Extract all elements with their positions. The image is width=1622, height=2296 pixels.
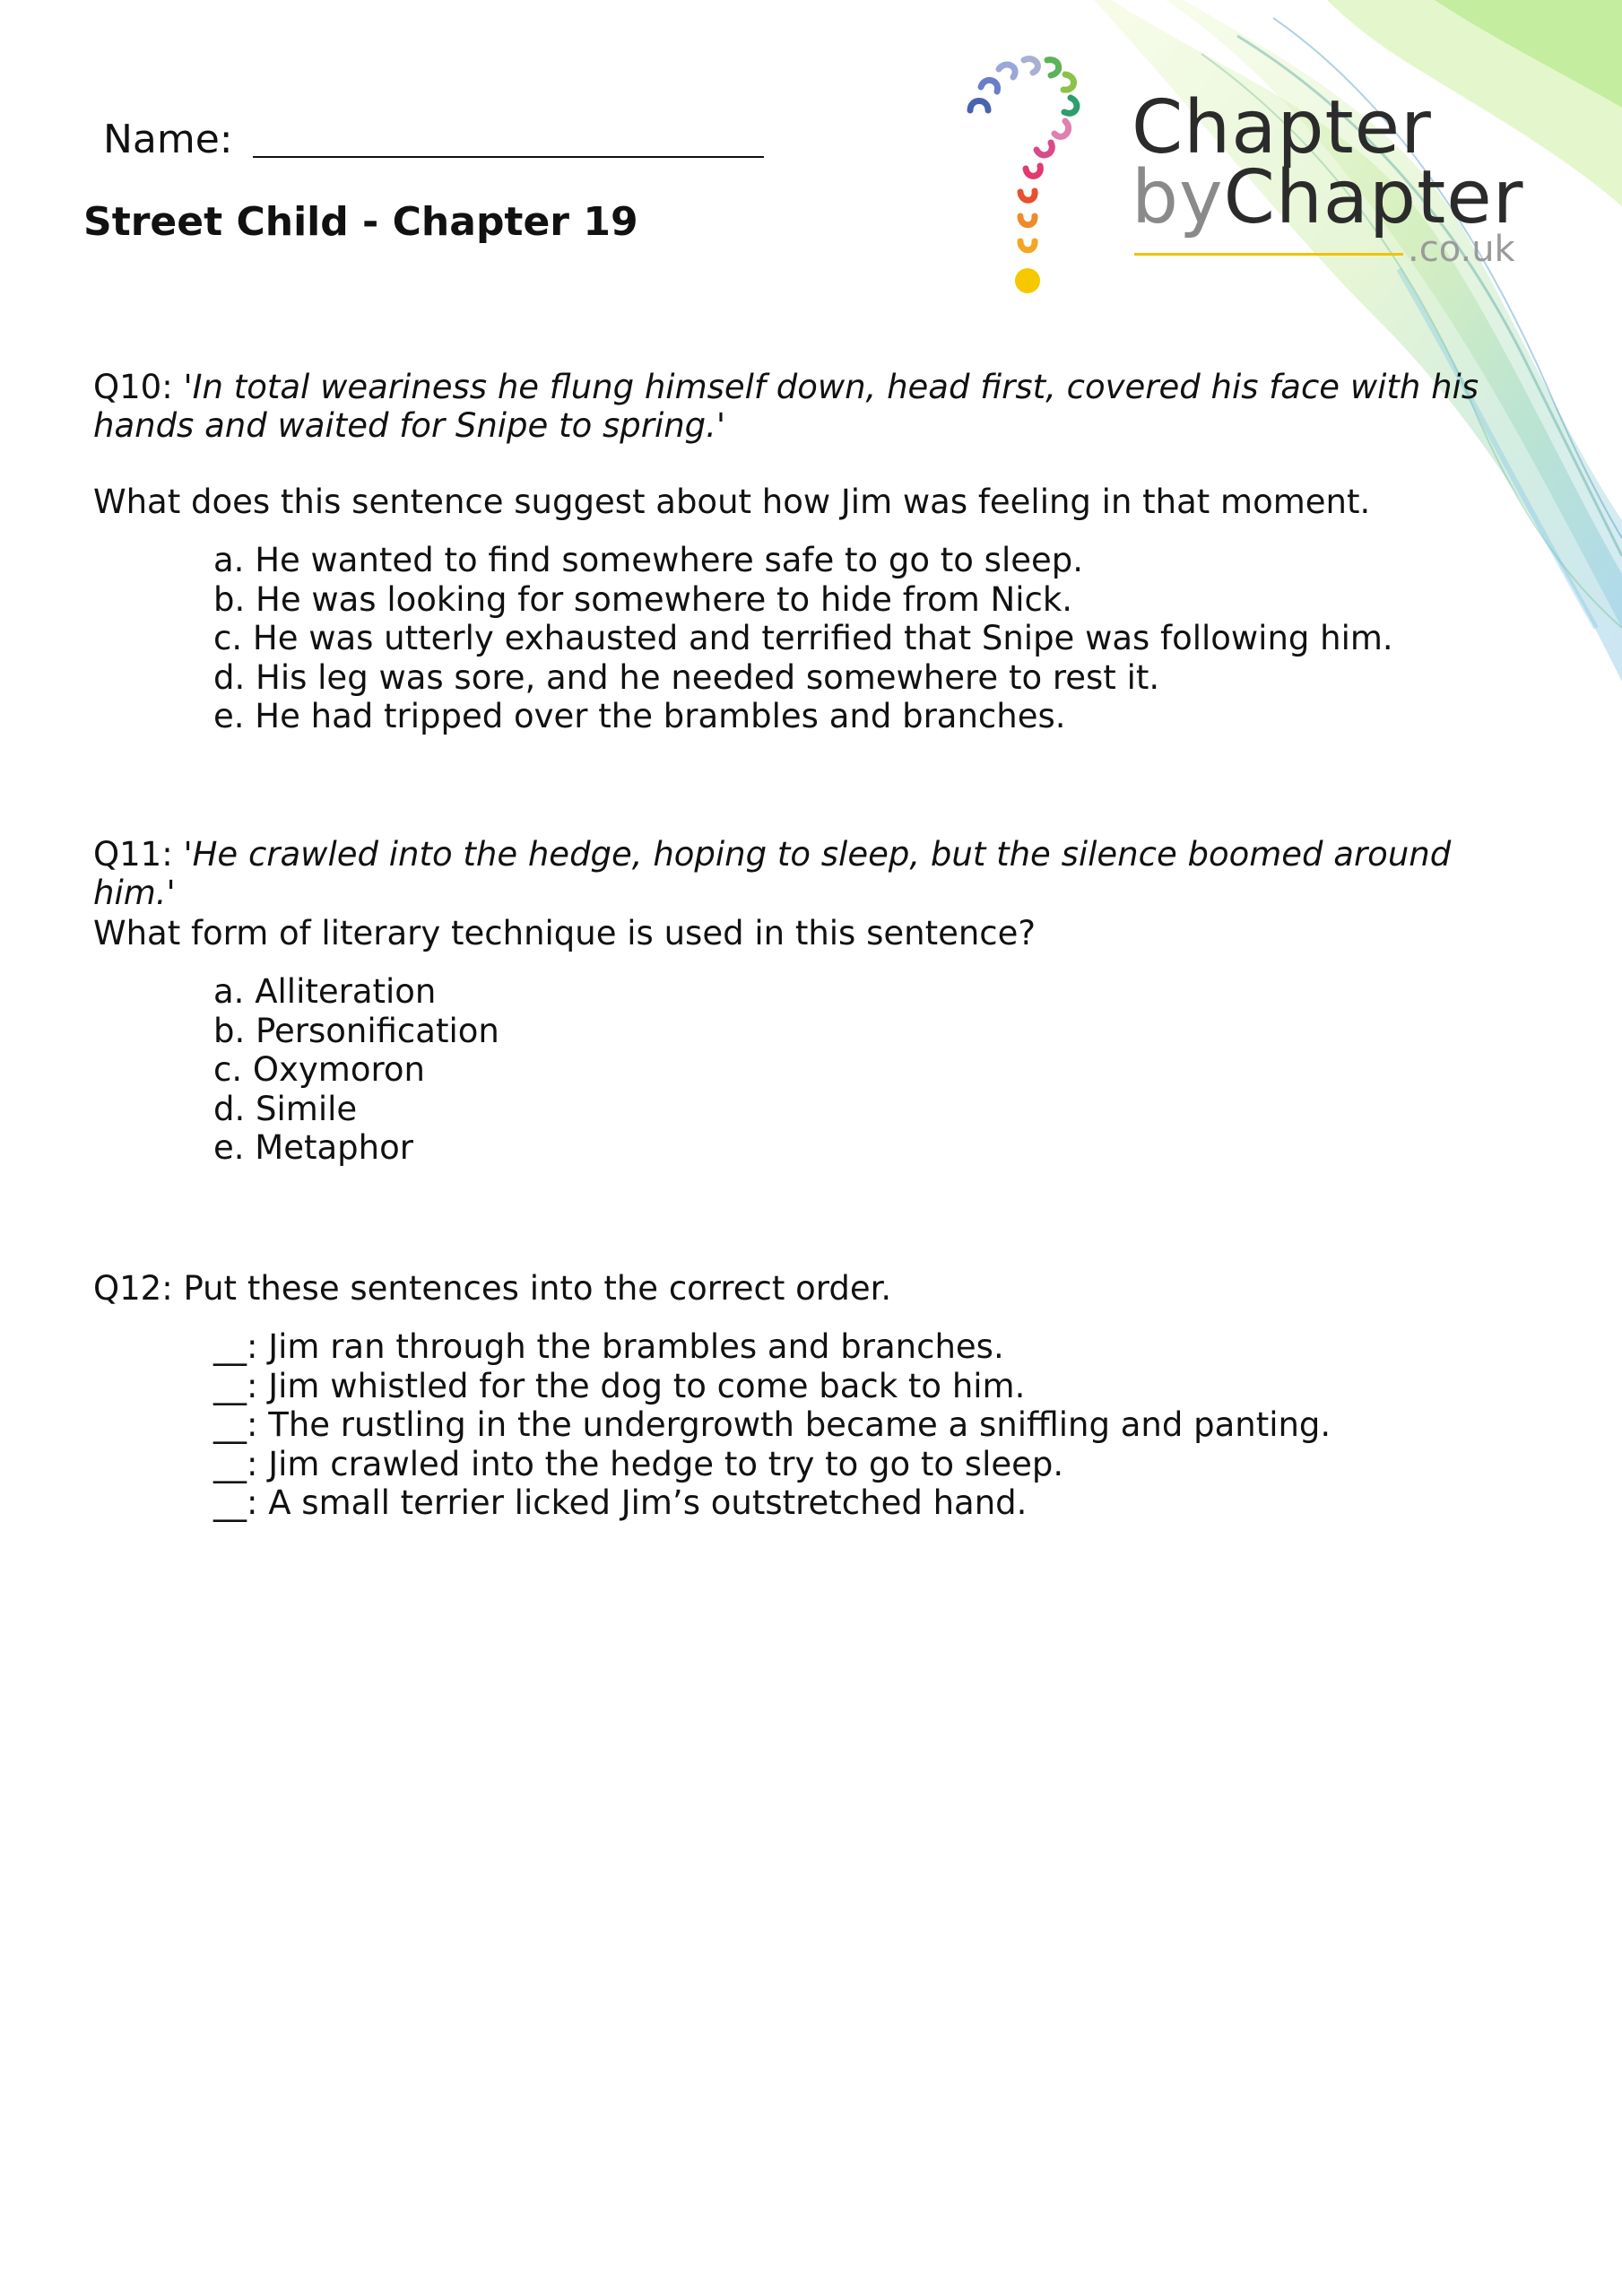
question-11 — [93, 835, 1528, 912]
option-item: d. His leg was sore, and he needed somewhere to rest it. — [213, 657, 1160, 697]
name-field — [103, 117, 764, 164]
question-prompt: Put these sentences into the correct order. — [183, 1269, 892, 1308]
name-label: Name: — [103, 117, 233, 162]
question-mark-logo-icon — [950, 49, 1130, 318]
option-item: a. He wanted to find somewhere safe to go to sleep. — [213, 541, 1084, 579]
ordering-item[interactable]: __: Jim whistled for the dog to come back to him. — [213, 1366, 1026, 1405]
ordering-item[interactable]: __: Jim ran through the brambles and branches. — [213, 1327, 1004, 1366]
question-10 — [93, 368, 1528, 445]
name-blank-line[interactable] — [253, 156, 764, 158]
question-quote: 'In total weariness he flung himself down, head first, covered his face with his hands and waited for Snipe to spring.' — [93, 368, 1479, 445]
ordering-item[interactable]: __: Jim crawled into the hedge to try to go to sleep. — [213, 1444, 1064, 1483]
option-item: c. He was utterly exhausted and terrified that Snipe was following him. — [213, 619, 1393, 657]
options-list — [213, 541, 1393, 736]
ordering-list — [213, 1327, 1331, 1523]
brand-name-line1: Chapter — [1132, 85, 1432, 170]
option-item: b. He was looking for somewhere to hide from Nick. — [213, 579, 1073, 619]
options-list — [213, 972, 499, 1168]
option-item: b. Personification — [213, 1011, 499, 1050]
option-item: d. Simile — [213, 1089, 358, 1128]
question-prompt: What does this sentence suggest about how Jim was feeling in that moment. — [93, 483, 1371, 521]
question-quote: 'He crawled into the hedge, hoping to sleep, but the silence boomed around him.' — [93, 835, 1452, 912]
ordering-item[interactable]: __: The rustling in the undergrowth became a sniffling and panting. — [213, 1405, 1331, 1444]
question-label: Q10: — [93, 368, 173, 406]
question-label: Q12: — [93, 1269, 173, 1308]
option-item: c. Oxymoron — [213, 1050, 425, 1089]
question-prompt: What form of literary technique is used in this sentence? — [93, 914, 1037, 952]
question-label: Q11: — [93, 835, 173, 874]
option-item: e. Metaphor — [213, 1128, 413, 1167]
brand-name-line2 — [1132, 155, 1524, 240]
brand-by: by — [1132, 155, 1224, 240]
option-item: a. Alliteration — [213, 972, 437, 1011]
page-title: Street Child - Chapter 19 — [83, 199, 638, 245]
brand-underline — [1134, 253, 1403, 256]
question-12 — [93, 1269, 1528, 1308]
brand-domain: .co.uk — [1408, 229, 1515, 270]
ordering-item[interactable]: __: A small terrier licked Jim’s outstretched hand. — [213, 1483, 1028, 1522]
option-item: e. He had tripped over the brambles and branches. — [213, 697, 1066, 735]
brand-chapter: Chapter — [1223, 155, 1524, 240]
